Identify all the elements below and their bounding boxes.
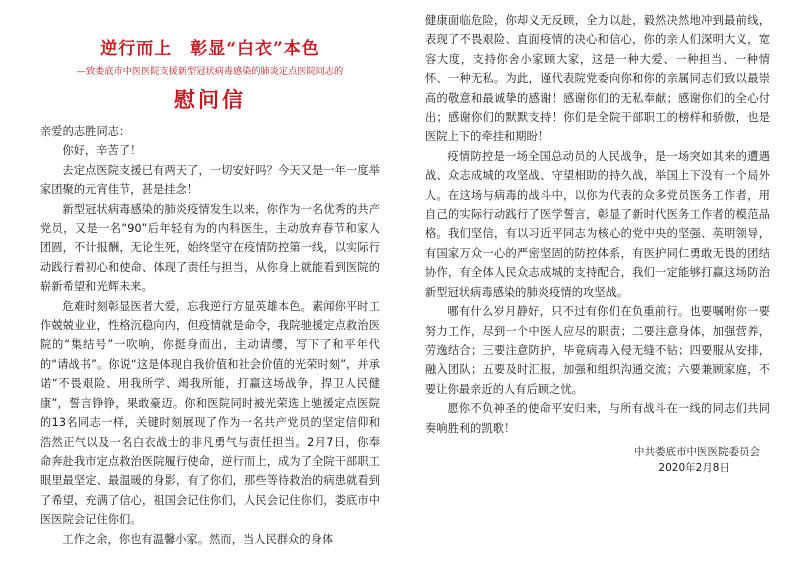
paragraph: 工作之余，你也有温馨小家。然而，当人民群众的身体	[62, 532, 334, 546]
letter-body-left	[40, 122, 380, 549]
letter-subtitle: —致娄底市中医医院支援新型冠状病毒感染的肺炎定点医院同志的	[76, 66, 344, 77]
paragraph: 哪有什么岁月静好，只不过有你们在负重前行。也要嘱咐你一要努力工作，尽到一个中医人应尽的职责；二要注意身体，加强营养，劳逸结合；三要注意防护，毕竟病毒入侵无缝不钻；四要服从安排，融入团队；五要及时汇报，加强和组织沟通交流；六要兼顾家庭，不要让你最亲近的人有后顾之忧。	[425, 305, 770, 396]
paragraph: 疫情防控是一场全国总动员的人民战争，是一场突如其来的遭遇战、众志成城的攻坚战、守望相助的持久战，举国上下没有一个局外人。在这场与病毒的战斗中，以你为代表的众多党员医务工作者，用自己的实际行动践行了医学誓言，彰显了新时代医务工作者的模范品格。我们坚信，有以习近平同志为核心的党中央的坚强、英明领导，有国家万众一心的严密坚固的防控体系，有医护同仁勇敢无畏的团结协作，有全体人民众志成城的支持配合，我们一定能够打赢这场防治新型冠状病毒感染的肺炎疫情的攻坚战。	[425, 149, 770, 299]
paragraph: 你好，辛苦了！	[62, 144, 142, 158]
letter-title: 逆行而上 彰显“白衣”本色	[100, 39, 320, 59]
signature-block	[425, 444, 770, 476]
salutation: 亲爱的志胜同志：	[40, 125, 131, 138]
signature-date: 2020年2月8日	[658, 461, 730, 474]
paragraph: 危难时刻彰显医者大爱，忘我逆行方显英雄本色。素闻你平时工作兢兢业业，性格沉稳向内，但疫情就是命令，我院驰援定点救治医院的“集结号”一吹响，你挺身而出，主动请缨，写下了和平年代的“请战书”。你说“这是体现自我价值和社会价值的光荣时刻”，并承诺“不畏艰险、用我所学、竭我所能，打赢这场战争，捍卫人民健康”，誓言铮铮，果敢豪迈。你和医院同时被光荣选上驰援定点医院的13名同志一样，关键时刻展现了作为一名共产党员的坚定信仰和浩然正气以及一名白衣战士的非凡勇气与责任担当。2月7日，你奉命奔赴我市定点救治医院履行使命，逆行而上，成为了全院干部职工眼里最坚定、最温暖的身影，有了你们，那些等待救治的病患就看到了希望，充满了信心，祖国会记住你们，人民会记住你们，娄底市中医医院会记住你们。	[40, 299, 380, 527]
paragraph: 去定点医院支援已有两天了，一切安好吗？今天又是一年一度举家团聚的元宵佳节，甚是挂念！	[40, 163, 380, 197]
letter-heading: 慰问信	[174, 87, 246, 112]
paragraph: 新型冠状病毒感染的肺炎疫情发生以来，你作为一名优秀的共产党员，又是一名“90”后年轻有为的内科医生，主动放弃春节和家人团圆，不计报酬，无论生死，始终坚守在疫情防控第一线，以实际行动践行着初心和使命、体现了责任与担当，从你身上就能看到医院的崭新希望和光辉未来。	[40, 202, 380, 294]
signature-org: 中共娄底市中医医院委员会	[634, 445, 760, 458]
right-column	[425, 11, 770, 476]
paragraph: 健康面临危险，你却义无反顾，全力以赴，毅然决然地冲到最前线，表现了不畏艰险、直面疫情的决心和信心，你的亲人们深明大义，宽容大度，支持你舍小家顾大家，这是一种大爱、一种担当、一种情怀、一种无私。为此，谨代表院党委向你和你的亲属同志们致以最崇高的敬意和最诚挚的感谢！感谢你们的无私奉献；感谢你们的全心付出；感谢你们的默默支持！你们是全院干部职工的榜样和骄傲，也是医院上下的牵挂和期盼！	[425, 14, 770, 144]
paragraph: 愿你不负神圣的使命平安归来，与所有战斗在一线的同志们共同奏响胜利的凯歌！	[425, 402, 770, 435]
